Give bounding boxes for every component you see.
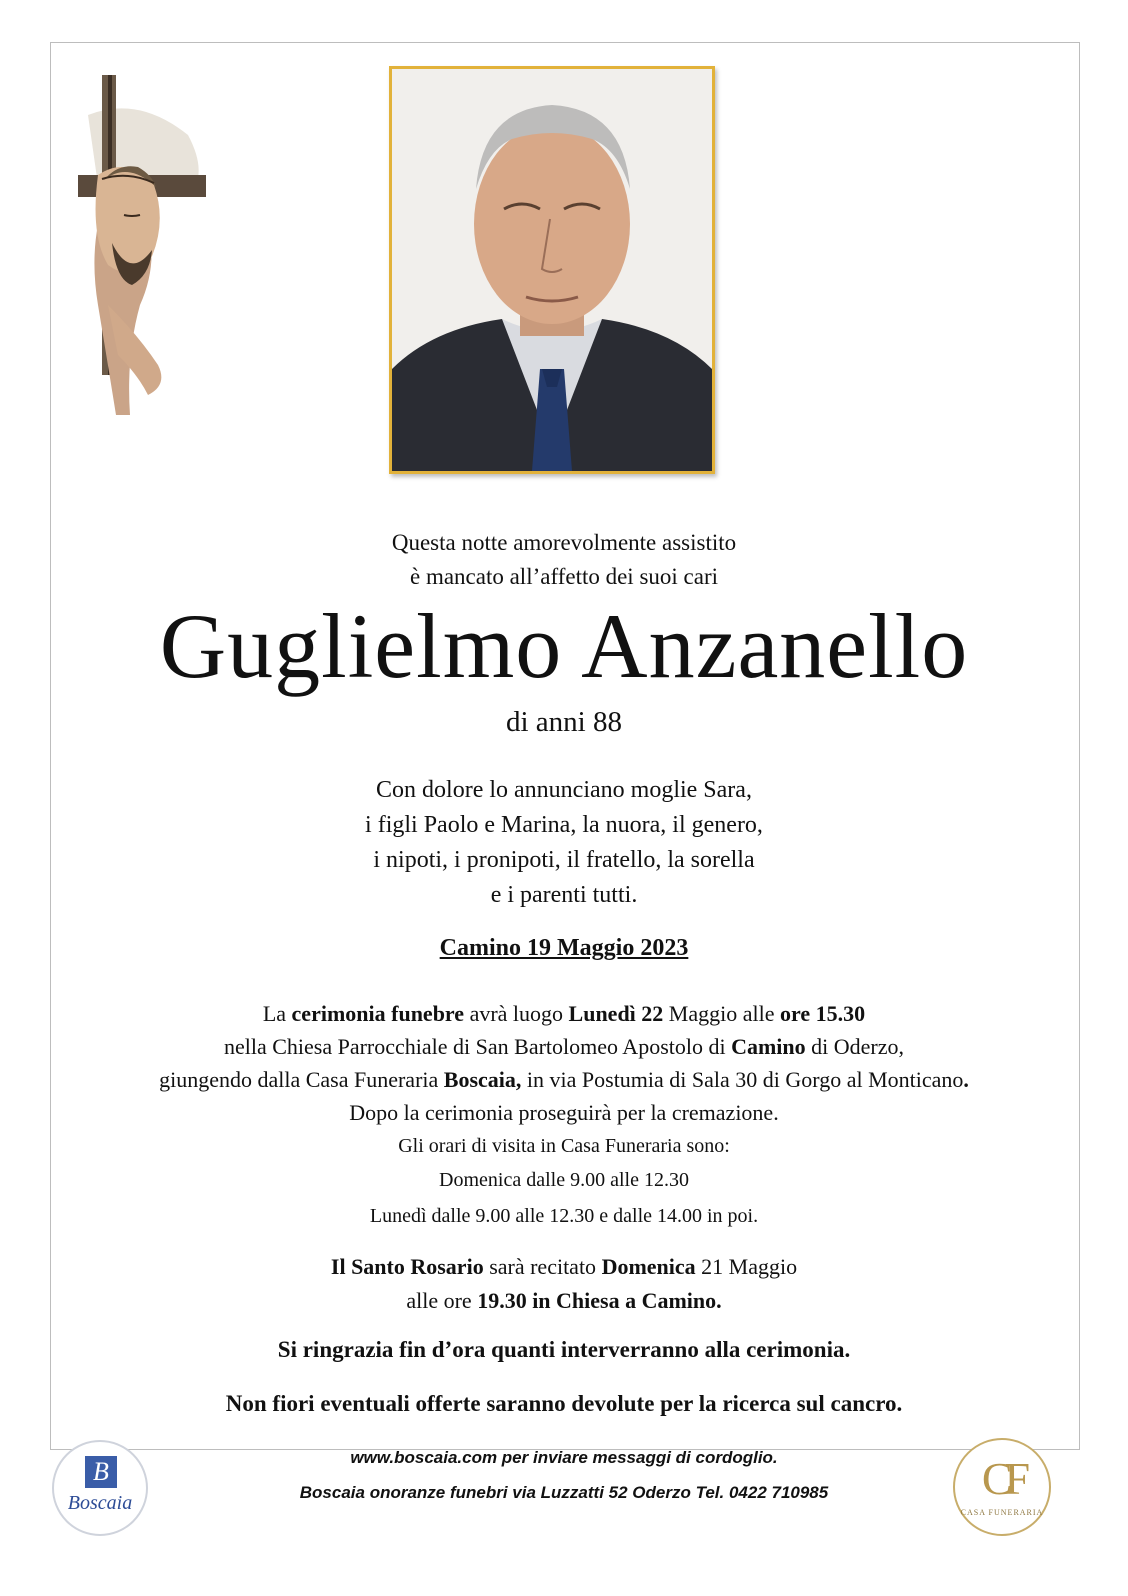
family-line-1: Con dolore lo annunciano moglie Sara, [376,777,752,803]
intro-line-2: è mancato all’affetto dei suoi cari [409,564,719,589]
ceremony-line-4: Dopo la cerimonia proseguirà per la cremazione. [349,1100,779,1125]
boscaia-logo-word: Boscaia [67,1492,133,1514]
rosary-line-1: Il Santo Rosario sarà recitato Domenica 21 Maggio [330,1254,798,1279]
thanks-line: Si ringrazia fin d’ora quanti interverranno alla cerimonia. [277,1337,851,1362]
ceremony-line-1: La cerimonia funebre avrà luogo Lunedì 22 Maggio alle ore 15.30 [262,1001,866,1026]
family-line-4: e i parenti tutti. [490,882,638,908]
boscaia-logo-letter: B [85,1456,117,1488]
place-date: Camino 19 Maggio 2023 [439,935,689,961]
family-line-3: i nipoti, i pronipoti, il fratello, la sorella [373,847,755,873]
ceremony-line-2: nella Chiesa Parrocchiale di San Bartolomeo Apostolo di Camino di Oderzo, [223,1034,905,1059]
deceased-name: Guglielmo Anzanello [159,595,969,697]
rosary-line-2: alle ore 19.30 in Chiesa a Camino. [406,1288,722,1313]
family-line-2: i figli Paolo e Marina, la nuora, il genero, [365,812,763,838]
intro-line-1: Questa notte amorevolmente assistito [391,530,737,555]
visit-hours-1: Domenica dalle 9.00 alle 12.30 [439,1169,689,1191]
footer-address: Boscaia onoranze funebri via Luzzatti 52 Oderzo Tel. 0422 710985 [299,1483,829,1502]
portrait-photo [389,66,715,474]
ceremony-line-3: giungendo dalla Casa Funeraria Boscaia, in via Postumia di Sala 30 di Gorgo al Monticano. [159,1067,969,1092]
flowers-line: Non fiori eventuali offerte saranno devolute per la ricerca sul cancro. [225,1391,903,1416]
deceased-age: di anni 88 [506,706,622,738]
casa-funeraria-logo [953,1438,1051,1536]
casa-funeraria-caption: CASA FUNERARIA [960,1508,1044,1517]
casa-funeraria-monogram: CF [981,1453,1023,1504]
visits-title: Gli orari di visita in Casa Funeraria sono: [398,1135,730,1157]
visit-hours-2: Lunedì dalle 9.00 alle 12.30 e dalle 14.00 in poi. [369,1205,759,1227]
footer-website: www.boscaia.com per inviare messaggi di cordoglio. [350,1448,778,1467]
crucifix-illustration [68,75,206,461]
